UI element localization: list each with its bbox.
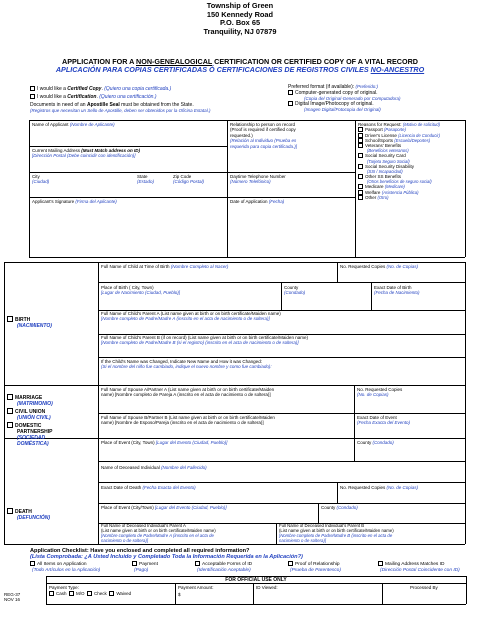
checklist-item[interactable]: Mailing Address Matches ID (Dirección Postal Coincidente con ID) bbox=[380, 562, 460, 573]
city-state-zip: Tranquility, NJ 07879 bbox=[203, 26, 277, 36]
reason-option[interactable]: Other SS Benefits bbox=[358, 174, 464, 179]
checklist-checkbox[interactable] bbox=[132, 561, 137, 566]
date-of-application-field[interactable]: Date of Application (Fecha) bbox=[230, 199, 285, 204]
id-viewed-field[interactable]: ID Viewed: bbox=[256, 585, 278, 590]
death-place-field[interactable]: Place of Event (City/Town) [Lugar del Evento (Ciudad, Pueblo)] bbox=[101, 505, 227, 510]
signature-field[interactable]: Applicant's Signature (Firma del Aplicante) bbox=[32, 199, 117, 204]
certified-copy-option[interactable]: I would like a Certified Copy. (Quiero una copia certificada.) bbox=[30, 86, 290, 92]
payment-amount-field[interactable]: Payment Amount: $ bbox=[178, 585, 214, 598]
reason-checkbox[interactable] bbox=[358, 138, 363, 143]
birth-place-field[interactable]: Place of Birth ( City, Town) [Lugar de Nacimiento (Ciudad, Pueblo)] bbox=[101, 285, 181, 296]
civil-union-checkbox[interactable] bbox=[7, 408, 13, 414]
reason-translation: (Tarjeta Seguro Social) bbox=[367, 158, 410, 164]
death-copies-field[interactable]: No. Requested Copies (No. de Copias) bbox=[340, 485, 419, 490]
certified-copy-checkbox[interactable] bbox=[30, 86, 35, 91]
birth-option[interactable]: BIRTH (NACIMIENTO) bbox=[7, 316, 52, 329]
mo-checkbox[interactable] bbox=[69, 591, 74, 596]
checklist-checkbox[interactable] bbox=[378, 561, 383, 566]
reason-option[interactable]: School/Sports (Escuela/Deportes) bbox=[358, 138, 464, 143]
checklist-title: Application Checklist: Have you enclosed and completed all required information? (Lista Comprobada: ¿A Usted Incluido y Completado Toda la Información Requerida en la Aplicación?) bbox=[30, 548, 303, 561]
marriage-event-place-field[interactable]: Place of Event (City, Town) [Lugar del Evento (Ciudad, Pueblo)] bbox=[101, 440, 228, 445]
reason-option[interactable]: Driver's License (Licencia de Conducir) bbox=[358, 133, 464, 138]
spouse-a-field[interactable]: Full Name of Spouse A/Partner A (List name given at birth or on birth certificate/Maiden name) [Nombre completo de Pareja A (inscrito en el acta de nacimiento o de soltera)] bbox=[101, 387, 275, 398]
death-date-field[interactable]: Exact Date of Death (Fecha Exacta del Evento) bbox=[101, 485, 196, 490]
reason-option[interactable]: Veterans' Benefits bbox=[358, 143, 464, 148]
reasons-for-request: Reasons for Request: (Motivo de solicitud) Passport (Pasaporte) Driver's License (Licencia de Conducir) School/Sports (Escuela/Deportes) Veterans' Benefits (Beneficios veteranos) Social Security Card (Tarjeta Seguro Social) Social Security Disability (SSI / Incapacidad) Other SS Benefits (Otros beneficios de seguro social) Medicare (Medicare) Welfare (Asistencia Pública) Other (Otro) bbox=[358, 122, 464, 200]
reason-option[interactable]: Medicare (Medicare) bbox=[358, 184, 464, 189]
death-county-field[interactable]: County (Condado) bbox=[321, 505, 358, 510]
reason-option[interactable]: Social Security Card bbox=[358, 153, 464, 158]
checklist-checkbox[interactable] bbox=[30, 561, 35, 566]
marriage-options: MARRIAGE (MATRIMONIO) CIVIL UNION (UNIÓN CIVIL) DOMESTIC PARTNERSHIP (SOCIEDAD DOMÉSTICA) bbox=[7, 394, 53, 447]
waived-checkbox[interactable] bbox=[109, 591, 114, 596]
reason-checkbox[interactable] bbox=[358, 133, 363, 138]
apostille-note-es: (Registros que necesitan un Sello de Apostille, deben ser obtenidos por la Oficina Estatal.) bbox=[30, 108, 211, 113]
request-type-section bbox=[30, 86, 290, 113]
form-title: APPLICATION FOR A NON-GENEALOGICAL CERTIFICATION OR CERTIFIED COPY OF A VITAL RECORD bbox=[62, 57, 418, 66]
check-checkbox[interactable] bbox=[87, 591, 92, 596]
phone-field[interactable]: Daytime Telephone Number (Número Telefónico) bbox=[230, 174, 286, 185]
marriage-date-field[interactable]: Exact Date of Event (Fecha Exacta del Evento) bbox=[357, 415, 411, 426]
deceased-parent-a-field[interactable]: Full Name of Deceased Individual's Parent A (List name given at birth or on birth certificate/Maiden name) [Nombre completo de Padre/Madre A (inscrito en el acta de nacimiento o de soltera)] bbox=[101, 523, 216, 543]
reason-translation: (Beneficios veteranos) bbox=[367, 148, 409, 154]
reason-checkbox[interactable] bbox=[358, 184, 363, 189]
deceased-parent-b-field[interactable]: Full Name of Deceased Individual's Parent B (List name given at birth or on birth certificate/Maiden name) [Nombre completo de Padre/Madre B (inscrito en el acta de nacimiento o de soltera)] bbox=[279, 523, 394, 543]
reason-option[interactable]: Other (Otro) bbox=[358, 195, 464, 200]
city-field[interactable]: City (Ciudad) bbox=[32, 174, 50, 185]
computer-copy-option[interactable]: Computer-generated copy of original. bbox=[288, 90, 458, 96]
birth-child-name-field[interactable]: Full Name of Child at Time of Birth (Nombre Completo al Nacer) bbox=[101, 264, 229, 269]
marriage-checkbox[interactable] bbox=[7, 394, 13, 400]
birth-parent-a-field[interactable]: Full Name of Child's Parent A (List name given at birth or on birth certificate/Maiden name) [Nombre completo de Padre/Madre A (inscrito en el acta de nacimiento o de soltera)] bbox=[101, 311, 281, 322]
deceased-name-field[interactable]: Name of Deceased Individual (Nombre del Fallecido) bbox=[101, 465, 207, 470]
preferred-format-section: Preferred format (if available): (Preferido:) Computer-generated copy of original. (Copia del Original-Generado por Computadora) Digital Image/Photocopy of original. (Imagen Digital/Fotocopia del Original) bbox=[288, 84, 458, 113]
form-subtitle: APLICACIÓN PARA COPIAS CERTIFICADAS Ó CERTIFICACIONES DE REGISTROS CIVILES NO-ANCESTRO bbox=[55, 65, 425, 74]
reason-checkbox[interactable] bbox=[358, 153, 363, 158]
reason-checkbox[interactable] bbox=[358, 190, 363, 195]
death-checkbox[interactable] bbox=[7, 508, 13, 514]
reason-translation: (SSI / Incapacidad) bbox=[367, 169, 403, 175]
certification-option[interactable]: I would like a Certification. (Quiero una certificación.) bbox=[30, 94, 290, 100]
relationship-field[interactable]: Relationship to person on record (Proof is required if certified copy requested.) (Relación al Individuo (Prueba es requerida para copia certificada.)] bbox=[230, 122, 298, 149]
birth-county-field[interactable]: County (Condado) bbox=[284, 285, 306, 296]
office-address bbox=[0, 2, 480, 36]
payment-type-field: Payment Type: Cash M/O Check Waived bbox=[49, 585, 132, 597]
po-box: P.O. Box 65 bbox=[219, 18, 261, 28]
apostille-note: Documents in need of an Apostille Seal must be obtained from the State. bbox=[30, 102, 194, 108]
reason-checkbox[interactable] bbox=[358, 174, 363, 179]
form-number: REG-37 NOV 16 bbox=[4, 592, 21, 603]
marriage-county-field[interactable]: County (Condado) bbox=[357, 440, 394, 445]
reason-checkbox[interactable] bbox=[358, 127, 363, 132]
birth-parent-b-field[interactable]: Full Name of Child's Parent B (if on record) (List name given at birth or on birth certificate/Maiden name) [Nombre completo de Padre/Madre B (si el registro) (inscrito en el acta de nacimiento o de soltera)] bbox=[101, 335, 308, 346]
birth-date-field[interactable]: Exact Date of Birth (Fecha de Nacimiento) bbox=[374, 285, 420, 296]
reason-option[interactable]: Social Security Disability bbox=[358, 164, 464, 169]
birth-copies-field[interactable]: No. Requested Copies (No. de Copias) bbox=[340, 264, 419, 269]
computer-copy-checkbox[interactable] bbox=[288, 90, 293, 95]
digital-image-checkbox[interactable] bbox=[288, 101, 293, 106]
applicant-name-field[interactable]: Name of Applicant (Nombre de Aplicante) bbox=[32, 122, 115, 127]
civil-union-option[interactable]: CIVIL UNION bbox=[7, 408, 53, 415]
checklist-item[interactable]: Acceptable Forms of ID (Identificación Aceptable) bbox=[197, 562, 253, 573]
state-field[interactable]: State (Estado) bbox=[137, 174, 155, 185]
spouse-b-field[interactable]: Full Name of Spouse B/Partner B (List name given at birth or on birth certificate/Maiden name) [Nombre de Esposo/Pareja (inscrito en el acta de nacimiento o de soltera)] bbox=[101, 415, 275, 426]
reason-option[interactable]: Welfare (Asistencia Pública) bbox=[358, 190, 464, 195]
processed-by-field[interactable]: Processed By bbox=[410, 585, 438, 590]
birth-name-change-field[interactable]: If the Child's Name was Changed, Indicate New Name and How it was Changed: (Si el nombre del niño fue cambiado, indique el nuevo nombre y como fue cambiado): bbox=[101, 359, 272, 370]
birth-checkbox[interactable] bbox=[7, 316, 13, 322]
reason-checkbox[interactable] bbox=[358, 143, 363, 148]
reason-translation: (Otros beneficios de seguro social) bbox=[367, 179, 432, 185]
marriage-copies-field[interactable]: No. Requested Copies (No. de Copias) bbox=[357, 387, 403, 398]
street-address: 150 Kennedy Road bbox=[206, 9, 274, 19]
digital-image-option[interactable]: Digital Image/Photocopy of original. bbox=[288, 101, 458, 107]
death-option[interactable]: DEATH (DEFUNCIÓN) bbox=[7, 508, 50, 521]
checklist-item[interactable]: All Items on Application (Todo Artículos en la Aplicación) bbox=[32, 562, 101, 573]
zip-field[interactable]: Zip Code (Código Postal) bbox=[173, 174, 205, 185]
checklist-checkbox[interactable] bbox=[288, 561, 293, 566]
domestic-partnership-checkbox[interactable] bbox=[7, 422, 13, 428]
checklist-items bbox=[30, 561, 470, 575]
domestic-partnership-option[interactable]: DOMESTIC bbox=[7, 422, 53, 429]
certification-checkbox[interactable] bbox=[30, 94, 35, 99]
checklist-item[interactable]: Proof of Relationship (Prueba de Parentesco) bbox=[290, 562, 341, 573]
checklist-checkbox[interactable] bbox=[195, 561, 200, 566]
marriage-option[interactable]: MARRIAGE bbox=[7, 394, 53, 401]
reason-checkbox[interactable] bbox=[358, 195, 363, 200]
reason-option[interactable]: Passport (Pasaporte) bbox=[358, 127, 464, 132]
checklist-item[interactable]: Payment (Pago) bbox=[134, 562, 158, 573]
official-use-title: FOR OFFICIAL USE ONLY bbox=[225, 577, 287, 583]
reason-checkbox[interactable] bbox=[358, 164, 363, 169]
mailing-address-field[interactable]: Current Mailing Address (Must Match address on ID) [Dirección Postal (Debe coincidir con identificación)] bbox=[32, 148, 141, 159]
preferred-format-label: Preferred format (if available): (Preferido:) bbox=[288, 84, 379, 90]
township-name: Township of Green bbox=[206, 1, 274, 10]
cash-checkbox[interactable] bbox=[49, 591, 54, 596]
